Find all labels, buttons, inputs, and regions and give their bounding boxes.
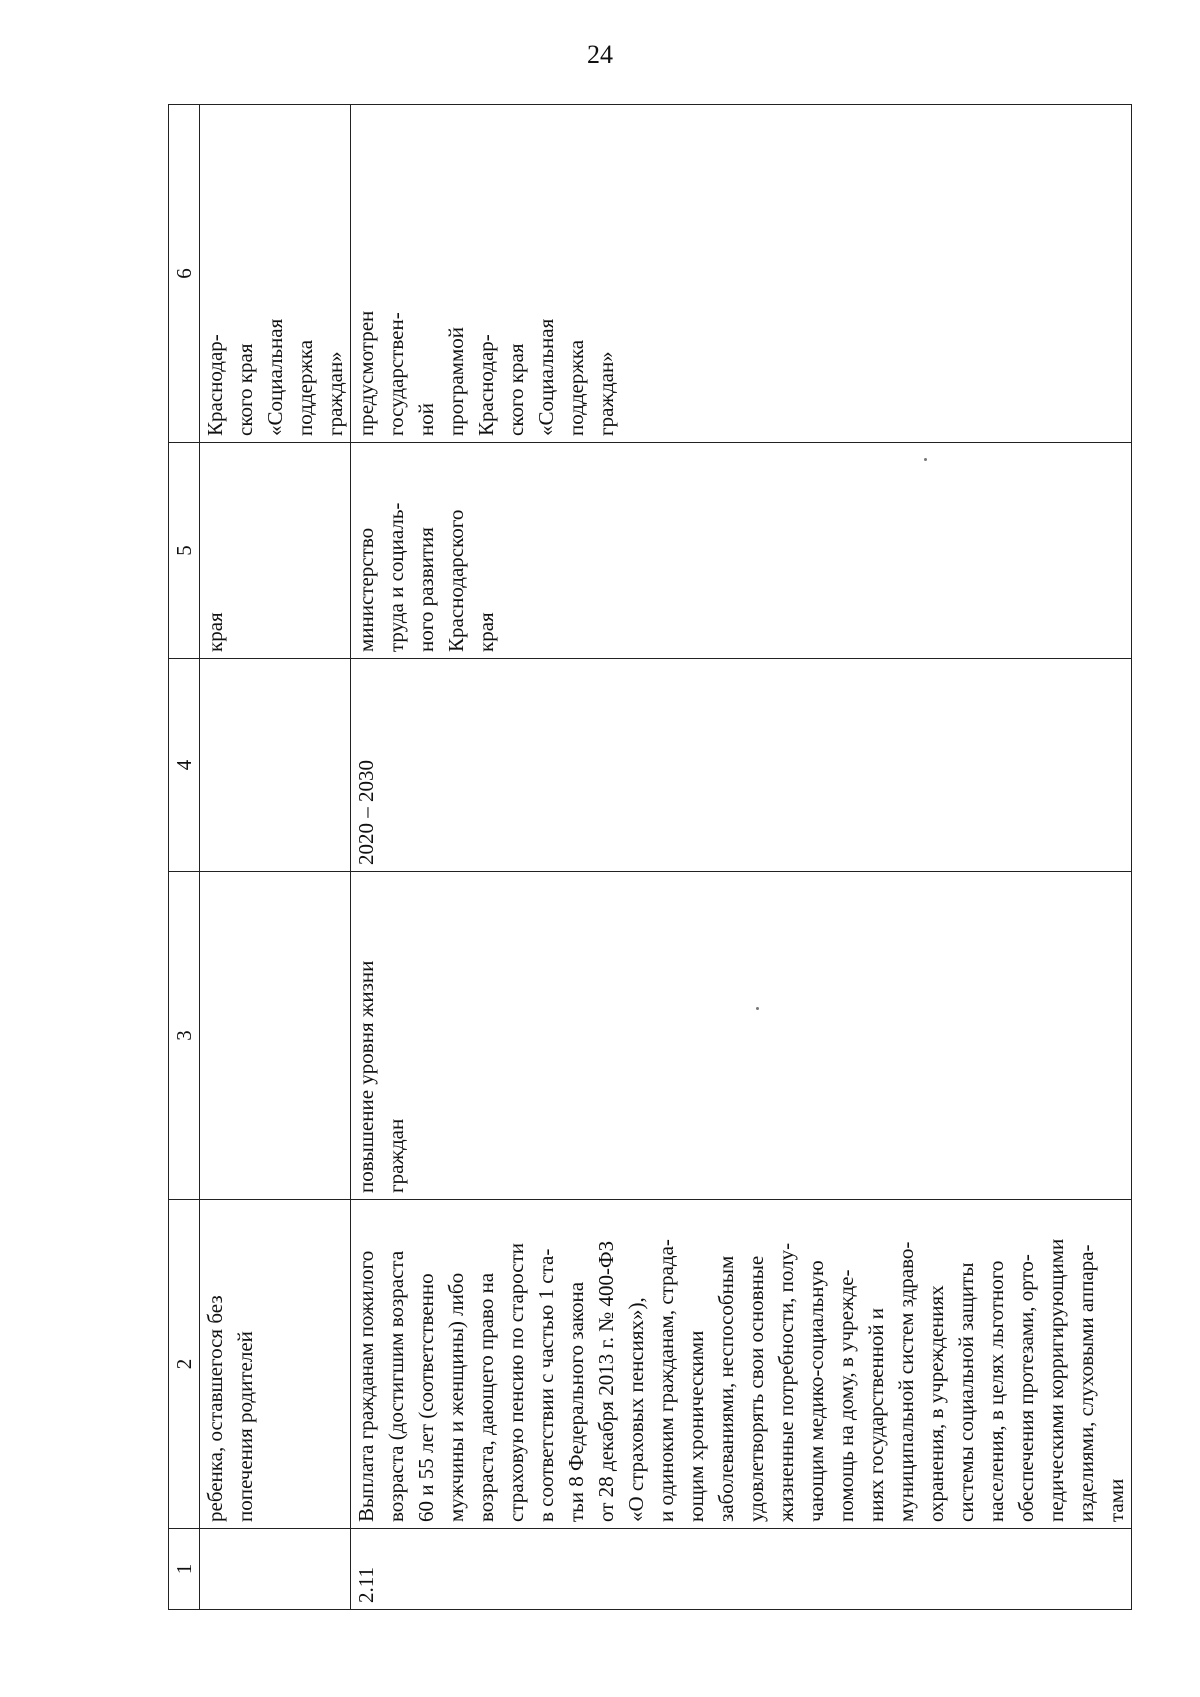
header-col-5: 5 (169, 443, 200, 659)
page-number: 24 (587, 40, 613, 69)
responsible-cell: министерство труда и социаль- ного развития Краснодарского края (351, 443, 1132, 659)
table-row (200, 105, 351, 1610)
goal-cell (200, 872, 351, 1200)
measure-name-cell: Выплата гражданам пожилого возраста (достигшим возраста 60 и 55 лет (соответственно мужчины и женщины) либо возраста, дающего право на страховую пенсию по старости в соответствии с частью 1 ста- тьи 8 Федерального закона от 28 декабря 2013 г. № 400-ФЗ «О страховых пенсиях»), и одиноким гражданам, страда- ющим хроническими заболеваниями, неспособным удовлетворять свои основные жизненные потребности, полу- чающим медико-социальную помощь на дому, в учрежде- ниях государственной и муниципальной систем здраво- охранения, в учреждениях системы социальной защиты населения, в целях льготного обеспечения протезами, орто- педическими корригирующими изделиями, слуховыми аппара- тами (351, 1200, 1132, 1529)
header-col-6: 6 (169, 105, 200, 443)
header-col-4: 4 (169, 659, 200, 872)
table-row (351, 105, 1132, 1610)
header-col-1: 1 (169, 1529, 200, 1610)
note-cell: предусмотрен государствен- ной программой Краснодар- ского края «Социальная поддержка граждан» (351, 105, 1132, 443)
table-container (168, 105, 1128, 1610)
table-header-row (169, 105, 200, 1610)
rotated-table-frame (168, 105, 1128, 1610)
measure-name-cell: ребенка, оставшегося без попечения родителей (200, 1200, 351, 1529)
header-col-3: 3 (169, 872, 200, 1200)
period-cell: 2020 – 2030 (351, 659, 1132, 872)
scan-speck (756, 1007, 759, 1010)
scan-speck (924, 458, 927, 461)
note-cell: Краснодар- ского края «Социальная поддержка граждан» (200, 105, 351, 443)
goal-cell: повышение уровня жизни граждан (351, 872, 1132, 1200)
header-col-2: 2 (169, 1200, 200, 1529)
period-cell (200, 659, 351, 872)
measures-table (168, 104, 1132, 1610)
row-number-cell (200, 1529, 351, 1610)
row-number-cell: 2.11 (351, 1529, 1132, 1610)
responsible-cell: края (200, 443, 351, 659)
